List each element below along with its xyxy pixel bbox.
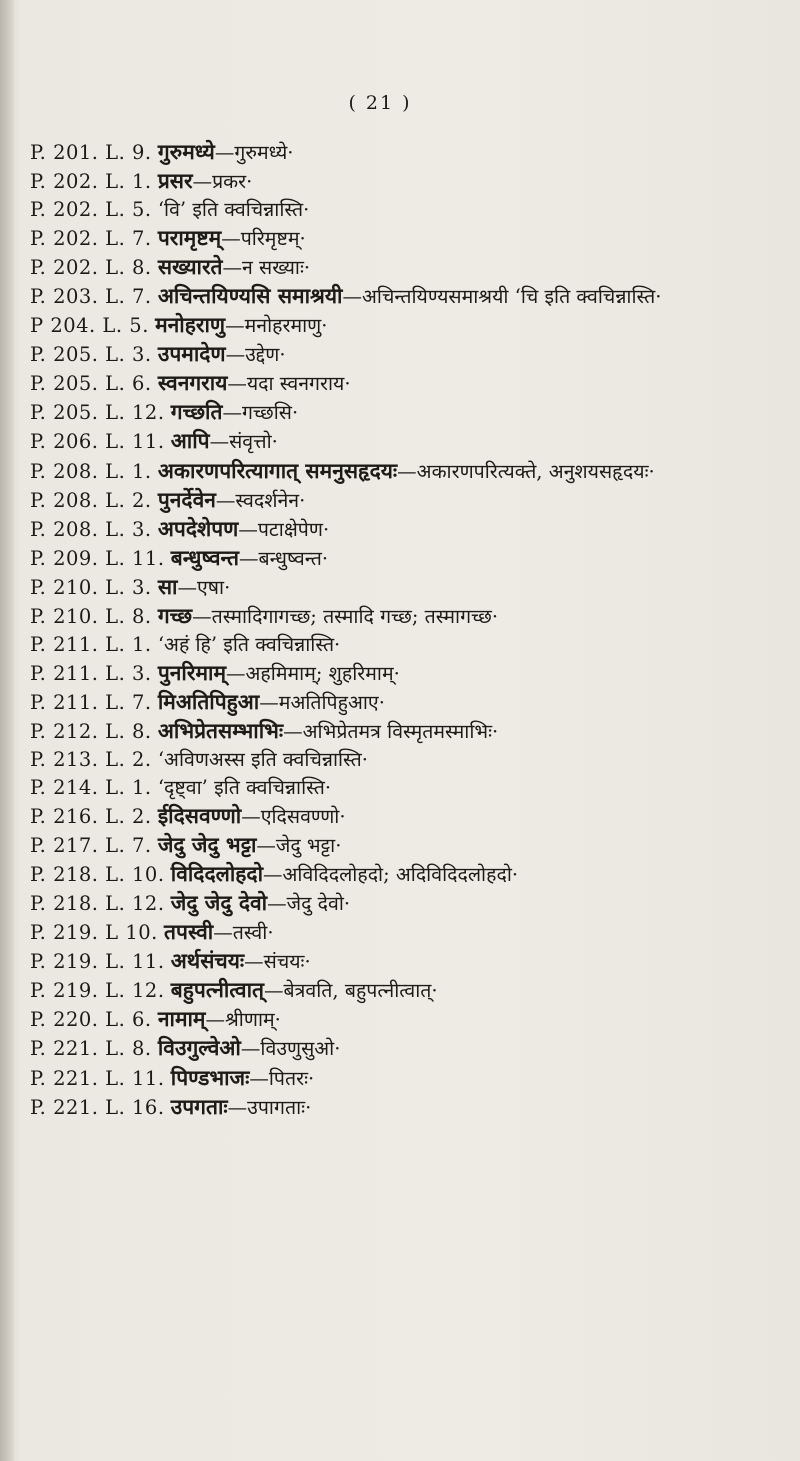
- incorrect-reading: मनोहराणु: [155, 312, 226, 338]
- corrected-reading: अकारणपरित्यक्ते, अनुशयसहृदयः·: [416, 459, 655, 483]
- corrected-reading: विउणुसुओ·: [260, 1037, 341, 1061]
- errata-entry: [30, 311, 765, 340]
- incorrect-reading: स्वनगराय: [157, 370, 228, 396]
- corrected-reading: न सख्याः·: [242, 256, 311, 280]
- incorrect-reading: पिण्डभाजः: [170, 1064, 250, 1090]
- errata-entry: [30, 515, 765, 544]
- incorrect-reading: उपमादेण: [157, 341, 226, 367]
- separator-dash: —: [342, 285, 362, 309]
- page-line-reference: P. 203. L. 7.: [30, 285, 152, 309]
- incorrect-reading: बन्धुष्वन्त: [170, 544, 239, 570]
- page-line-reference: P. 218. L. 12.: [30, 892, 165, 916]
- corrected-reading: प्रकर·: [212, 170, 253, 194]
- corrected-reading: बेत्रवति, बहुपत्नीत्वात्·: [283, 979, 438, 1003]
- errata-entry: [30, 918, 765, 947]
- corrected-reading: स्वदर्शनेन·: [235, 488, 306, 512]
- errata-entry: [30, 457, 765, 486]
- corrected-reading: तस्मादिगागच्छ; तस्मादि गच्छ; तस्मागच्छ·: [211, 604, 499, 628]
- page-line-reference: P. 212. L. 8.: [30, 719, 152, 743]
- corrected-reading: संचयः·: [263, 950, 311, 974]
- corrected-reading: गुरुमध्ये·: [234, 141, 294, 164]
- incorrect-reading: ईदिसवण्णो: [157, 803, 242, 829]
- errata-entry: [30, 860, 765, 889]
- errata-entry: [30, 602, 765, 631]
- separator-dash: —: [227, 372, 247, 396]
- incorrect-reading: अकारणपरित्यागात् समनुसहृदयः: [157, 457, 398, 483]
- separator-dash: —: [238, 517, 258, 541]
- incorrect-reading: उपगताः: [170, 1093, 228, 1119]
- corrected-reading: परिमृष्टम्·: [240, 227, 306, 251]
- separator-dash: —: [192, 604, 212, 628]
- corrected-reading: अविदिदलोहदो; अदिविदिदलोहदो·: [282, 863, 519, 887]
- incorrect-reading: गुरुमध्ये: [157, 139, 215, 164]
- corrected-reading: पितरः·: [268, 1066, 315, 1090]
- incorrect-reading: मिअतिपिहुआ: [157, 688, 260, 714]
- page-line-reference: P. 209. L. 11.: [30, 546, 165, 570]
- corrected-reading: गच्छसि·: [241, 401, 299, 425]
- separator-dash: —: [227, 1095, 248, 1119]
- separator-dash: —: [259, 690, 279, 714]
- errata-entry: [30, 340, 765, 369]
- corrected-reading: तस्वी·: [232, 921, 274, 945]
- page-line-reference: P. 218. L. 10.: [30, 863, 165, 887]
- errata-list: [30, 138, 765, 1122]
- incorrect-reading: प्रसर: [157, 168, 193, 194]
- page-line-reference: P. 205. L. 12.: [30, 401, 165, 425]
- separator-dash: —: [226, 661, 246, 685]
- page-line-reference: P. 201. L. 9.: [30, 141, 152, 164]
- errata-entry: [30, 688, 765, 717]
- separator-dash: —: [263, 863, 283, 887]
- separator-dash: —: [264, 979, 284, 1003]
- separator-dash: —: [222, 256, 243, 280]
- incorrect-reading: विदिदलोहदो: [170, 861, 264, 887]
- corrected-reading: पटाक्षेपेण·: [257, 517, 330, 541]
- errata-entry: [30, 774, 765, 802]
- separator-dash: —: [221, 227, 241, 251]
- errata-entry: [30, 746, 765, 774]
- errata-entry: [30, 224, 765, 253]
- corrected-reading: एषा·: [196, 575, 231, 599]
- separator-dash: —: [214, 141, 235, 164]
- incorrect-reading: ‘अहं हि’ इति क्वचिन्नास्ति·: [157, 632, 341, 656]
- page-line-reference: P. 210. L. 8.: [30, 604, 152, 628]
- corrected-reading: मनोहरमाणु·: [244, 314, 328, 338]
- page-line-reference: P. 211. L. 1.: [30, 632, 152, 656]
- incorrect-reading: ‘दृष्ट्वा’ इति क्वचिन्नास्ति·: [157, 776, 332, 800]
- page-line-reference: P. 202. L. 7.: [30, 227, 152, 251]
- incorrect-reading: ‘वि’ इति क्वचिन्नास्ति·: [157, 198, 310, 222]
- errata-entry: [30, 889, 765, 918]
- page-line-reference: P. 219. L. 11.: [30, 950, 165, 974]
- page-line-reference: P. 221. L. 8.: [30, 1037, 152, 1061]
- errata-entry: [30, 167, 765, 196]
- page-line-reference: P. 213. L. 2.: [30, 747, 152, 771]
- incorrect-reading: पुनरिमाम्: [157, 659, 227, 685]
- separator-dash: —: [213, 921, 233, 945]
- corrected-reading: अभिप्रेतमत्र विस्मृतमस्माभिः·: [302, 719, 499, 743]
- corrected-reading: उद्देण·: [245, 343, 286, 367]
- errata-entry: [30, 282, 765, 311]
- page-line-reference: P. 208. L. 2.: [30, 488, 152, 512]
- corrected-reading: जेदु भट्टा·: [275, 834, 342, 858]
- separator-dash: —: [397, 459, 417, 483]
- errata-entry: [30, 802, 765, 831]
- incorrect-reading: जेदु जेदु भट्टा: [157, 832, 257, 858]
- incorrect-reading: परामृष्टम्: [157, 225, 222, 251]
- errata-entry: [30, 659, 765, 688]
- errata-entry: [30, 1005, 765, 1034]
- incorrect-reading: अपदेशेपण: [157, 515, 239, 541]
- incorrect-reading: सा: [157, 573, 178, 599]
- page-spine-edge: [0, 0, 14, 1461]
- page-line-reference: P. 202. L. 5.: [30, 198, 152, 222]
- errata-entry: [30, 398, 765, 427]
- separator-dash: —: [215, 488, 236, 512]
- incorrect-reading: विउगुल्वेओ: [157, 1035, 241, 1061]
- page-line-reference: P. 210. L. 3.: [30, 575, 152, 599]
- separator-dash: —: [256, 834, 276, 858]
- separator-dash: —: [238, 546, 259, 570]
- corrected-reading: मअतिपिहुआए·: [278, 690, 385, 714]
- page-line-reference: P. 202. L. 1.: [30, 170, 152, 194]
- errata-entry: [30, 369, 765, 398]
- errata-entry: [30, 1093, 765, 1122]
- page-line-reference: P. 206. L. 11.: [30, 430, 165, 454]
- page-line-reference: P 204. L. 5.: [30, 314, 149, 338]
- errata-entry: [30, 631, 765, 659]
- page-line-reference: P. 202. L. 8.: [30, 256, 152, 280]
- corrected-reading: बन्धुष्वन्त·: [258, 546, 329, 570]
- corrected-reading: यदा स्वनगराय·: [246, 372, 351, 396]
- incorrect-reading: गच्छ: [157, 602, 193, 628]
- corrected-reading: संवृत्तो·: [229, 430, 278, 454]
- separator-dash: —: [209, 430, 230, 454]
- page-number: ( 21 ): [348, 92, 412, 114]
- incorrect-reading: सख्यारते: [157, 254, 223, 280]
- errata-entry: [30, 831, 765, 860]
- separator-dash: —: [241, 805, 261, 829]
- separator-dash: —: [225, 314, 245, 338]
- separator-dash: —: [222, 401, 242, 425]
- page-line-reference: P. 205. L. 6.: [30, 372, 152, 396]
- incorrect-reading: आपि: [170, 428, 210, 454]
- corrected-reading: श्रीणाम्·: [225, 1008, 281, 1032]
- separator-dash: —: [283, 719, 303, 743]
- separator-dash: —: [225, 343, 246, 367]
- incorrect-reading: अर्थसंचयः: [170, 948, 245, 974]
- incorrect-reading: गच्छति: [170, 399, 223, 425]
- incorrect-reading: पुनर्देवेन: [157, 486, 216, 512]
- errata-entry: [30, 253, 765, 282]
- separator-dash: —: [177, 575, 197, 599]
- page-line-reference: P. 219. L. 12.: [30, 979, 165, 1003]
- separator-dash: —: [240, 1037, 261, 1061]
- incorrect-reading: ‘अविणअस्स इति क्वचिन्नास्ति·: [157, 747, 368, 771]
- errata-entry: [30, 717, 765, 746]
- incorrect-reading: अचिन्तयिण्यसि समाश्रयी: [157, 283, 343, 309]
- corrected-reading: अचिन्तयिण्यसमाश्रयी ‘चि इति क्वचिन्नास्ति·: [362, 285, 662, 309]
- page-line-reference: P. 211. L. 3.: [30, 661, 152, 685]
- page-line-reference: P. 221. L. 11.: [30, 1066, 165, 1090]
- page-line-reference: P. 205. L. 3.: [30, 343, 152, 367]
- page-line-reference: P. 221. L. 16.: [30, 1095, 165, 1119]
- corrected-reading: उपागताः·: [247, 1095, 312, 1119]
- errata-entry: [30, 1034, 765, 1063]
- errata-entry: [30, 138, 765, 167]
- page-line-reference: P. 219. L 10.: [30, 921, 158, 945]
- page-line-reference: P. 208. L. 3.: [30, 517, 152, 541]
- page-line-reference: P. 217. L. 7.: [30, 834, 152, 858]
- incorrect-reading: तपस्वी: [164, 919, 214, 945]
- separator-dash: —: [249, 1066, 269, 1090]
- errata-entry: [30, 486, 765, 515]
- errata-entry: [30, 196, 765, 224]
- errata-entry: [30, 976, 765, 1005]
- errata-entry: [30, 544, 765, 573]
- corrected-reading: अहमिमाम्; शुहरिमाम्·: [245, 661, 400, 685]
- separator-dash: —: [192, 170, 213, 194]
- page-line-reference: P. 216. L. 2.: [30, 805, 152, 829]
- corrected-reading: एदिसवण्णो·: [260, 805, 346, 829]
- page-line-reference: P. 214. L. 1.: [30, 776, 152, 800]
- incorrect-reading: नामाम्: [157, 1006, 206, 1032]
- errata-entry: [30, 947, 765, 976]
- errata-entry: [30, 427, 765, 456]
- errata-entry: [30, 1064, 765, 1093]
- incorrect-reading: अभिप्रेतसम्भाभिः: [157, 717, 284, 743]
- corrected-reading: जेदु देवो·: [286, 892, 351, 916]
- page-line-reference: P. 211. L. 7.: [30, 690, 152, 714]
- page-line-reference: P. 220. L. 6.: [30, 1008, 152, 1032]
- page-line-reference: P. 208. L. 1.: [30, 459, 152, 483]
- separator-dash: —: [267, 892, 287, 916]
- separator-dash: —: [205, 1008, 225, 1032]
- errata-entry: [30, 573, 765, 602]
- incorrect-reading: जेदु जेदु देवो: [170, 890, 268, 916]
- incorrect-reading: बहुपत्नीत्वात्: [170, 977, 265, 1003]
- separator-dash: —: [244, 950, 264, 974]
